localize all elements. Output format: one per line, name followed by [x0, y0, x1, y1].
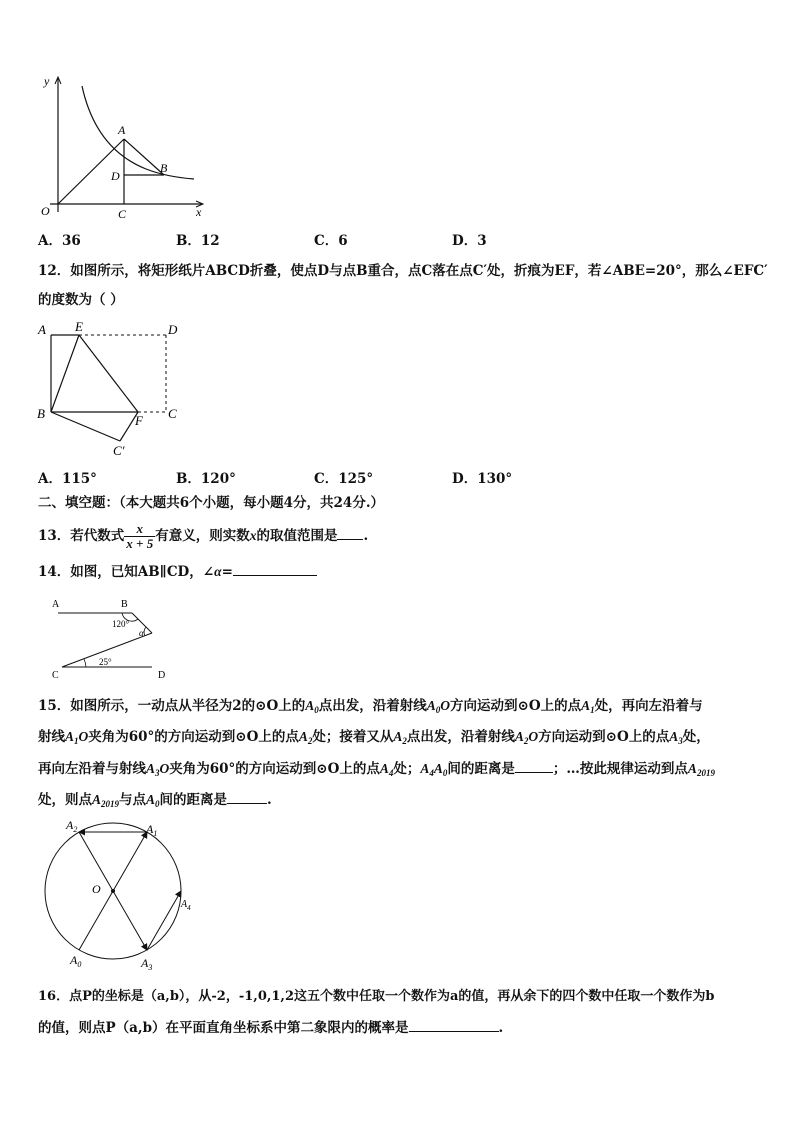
label-alpha: α	[139, 628, 144, 638]
q15-answer-blank-1[interactable]	[515, 759, 553, 773]
label-c-prime: C′	[113, 443, 125, 458]
q14-figure	[48, 595, 178, 685]
q11-option-d[interactable]: D．3	[452, 233, 487, 249]
q15-l2-a: 射线	[38, 729, 65, 745]
label-x: x	[196, 205, 202, 219]
q15-l1-d: 处，再向左沿着与	[594, 698, 703, 714]
label-a: A	[118, 123, 126, 137]
q11-figure	[36, 72, 211, 222]
q15-l3-d: 间的距离是	[447, 761, 515, 777]
q15-line3	[38, 759, 715, 782]
label-o: O	[41, 204, 50, 218]
q15-l4-a: 处，则点	[38, 792, 92, 808]
q15-l3-e: ；…按此规律运动到点	[552, 761, 688, 777]
label-a: A	[38, 322, 46, 337]
q15-sym-a3: $A_3$	[669, 729, 683, 746]
q14-answer-blank[interactable]	[233, 562, 317, 576]
q15-sym-a2019: $A_{2019}$	[687, 761, 715, 778]
q14-prefix: 14．如图，已知AB∥CD，∠	[38, 564, 215, 580]
label-a1: $A_1$	[146, 822, 158, 838]
q12-option-a[interactable]: A．115°	[38, 471, 97, 487]
label-a4: $A_4$	[181, 899, 191, 912]
q14-eq: =	[221, 564, 233, 580]
q13-denominator: x + 5	[126, 536, 154, 551]
q15-line1	[38, 697, 703, 719]
q15-sym-a2: $A_2$	[298, 729, 313, 746]
q13-numerator: x	[124, 522, 155, 537]
segment-be	[51, 335, 79, 412]
label-c: C	[118, 207, 127, 221]
q11-option-a[interactable]: A．36	[38, 233, 81, 249]
q15-sym-a4: $A_4$	[379, 761, 394, 778]
label-e: E	[75, 319, 83, 334]
q15-l3-b: 夹角为60°的方向运动到⊙O上的点	[169, 761, 380, 777]
q15-l2-c: 处；接着又从	[312, 729, 394, 745]
label-d: D	[168, 322, 178, 337]
q16-line2	[38, 1018, 503, 1037]
q15-l1-a: 15．如图所示，一动点从半径为2的⊙O上的	[38, 698, 306, 714]
q15-sym-a0-b: $A_0$	[146, 792, 160, 809]
segment-bc-prime	[51, 412, 120, 441]
label-d: D	[111, 169, 120, 183]
q13-var: x	[249, 528, 257, 543]
q11-option-b[interactable]: B．12	[176, 233, 220, 249]
arc-25	[84, 659, 86, 667]
path-a3-a4	[147, 891, 181, 950]
q15-sym-a0: $A_0$	[305, 698, 319, 715]
label-d: D	[158, 670, 166, 681]
q15-sym-a2019-b: $A_{2019}$	[92, 792, 120, 809]
q16-line2-text: 的值，则点P（a,b）在平面直角坐标系中第二象限内的概率是	[38, 1020, 409, 1036]
q15-l2-d: 点出发，沿着射线	[406, 729, 515, 745]
q15-answer-blank-2[interactable]	[227, 790, 267, 804]
q15-figure	[40, 815, 200, 975]
q15-l4-c: 间的距离是	[159, 792, 228, 808]
q13-answer-blank[interactable]	[337, 526, 363, 540]
q16-answer-blank[interactable]	[409, 1018, 499, 1032]
label-a: A	[52, 599, 60, 610]
q15-l2-b: 夹角为60°的方向运动到⊙O上的点	[88, 729, 299, 745]
q15-line2	[38, 728, 710, 750]
q15-sym-a0o: $A_0O$	[426, 698, 451, 715]
q15-sym-a2o: $A_2O$	[514, 729, 539, 746]
label-b: B	[160, 161, 168, 175]
label-y: y	[44, 74, 50, 88]
q13-text	[38, 516, 368, 556]
q12-option-c[interactable]: C．125°	[314, 471, 374, 487]
hyperbola-curve	[82, 86, 194, 179]
label-b: B	[121, 599, 128, 610]
label-b: B	[37, 406, 45, 421]
label-a0: $A_0$	[70, 953, 82, 969]
q13-fraction	[124, 522, 155, 551]
q15-sym-a1: $A_1$	[581, 698, 595, 715]
q16-end: .	[498, 1020, 504, 1036]
q15-sym-a2-b: $A_2$	[393, 729, 407, 746]
label-a3: $A_3$	[141, 956, 153, 972]
q15-l2-f: 处，	[682, 729, 710, 745]
q12-figure	[34, 318, 194, 460]
q15-l3-a: 再向左沿着与射线	[38, 761, 146, 777]
q13-middle: 有意义，则实数	[155, 528, 250, 544]
label-f: F	[135, 413, 143, 428]
segment-ab	[124, 139, 164, 175]
q11-option-c[interactable]: C．6	[314, 233, 348, 249]
q13-prefix: 13．若代数式	[38, 528, 125, 544]
q15-l4-d: .	[267, 792, 272, 808]
arc-alpha	[144, 627, 146, 636]
q15-l1-c: 方向运动到⊙O上的点	[450, 698, 582, 714]
q13-suffix: 的取值范围是	[256, 528, 338, 544]
q12-option-d[interactable]: D．130°	[452, 471, 513, 487]
q14-alpha: α	[214, 564, 222, 579]
label-c: C	[52, 670, 59, 681]
q16-line1: 16．点P的坐标是（a,b），从-2，-1,0,1,2这五个数中任取一个数作为a的值，再从余下的四个数中任取一个数作为b	[38, 989, 715, 1004]
q12-text-line1: 12．如图所示，将矩形纸片ABCD折叠，使点D与点B重合，点C落在点C′处，折痕为EF，若∠ABE=20°，那么∠EFC′	[38, 263, 768, 279]
label-c: C	[168, 406, 177, 421]
q15-l4-b: 与点	[119, 792, 147, 808]
label-angle-25: 25°	[99, 657, 112, 667]
q15-line4	[38, 790, 272, 813]
label-a2: $A_2$	[66, 818, 78, 834]
q14-text	[38, 562, 317, 581]
section-heading-fill-in: 二、填空题：（本大题共6个小题，每小题4分，共24分.）	[38, 495, 385, 511]
q15-sym-a4a0: $A_4A_0$	[420, 761, 448, 778]
fold-ef	[79, 335, 138, 412]
q15-l1-b: 点出发，沿着射线	[318, 698, 427, 714]
q12-text-line2: 的度数为（ ）	[38, 292, 124, 308]
q15-l3-c: 处；	[393, 761, 421, 777]
q15-l2-e: 方向运动到⊙O上的点	[538, 729, 670, 745]
label-angle-120: 120°	[112, 619, 130, 629]
q12-option-b[interactable]: B．120°	[176, 471, 236, 487]
q15-sym-a1o: $A_1O$	[65, 729, 89, 746]
q15-sym-a3o: $A_3O$	[146, 761, 170, 778]
q13-end: .	[363, 528, 369, 544]
label-o: O	[92, 882, 101, 896]
